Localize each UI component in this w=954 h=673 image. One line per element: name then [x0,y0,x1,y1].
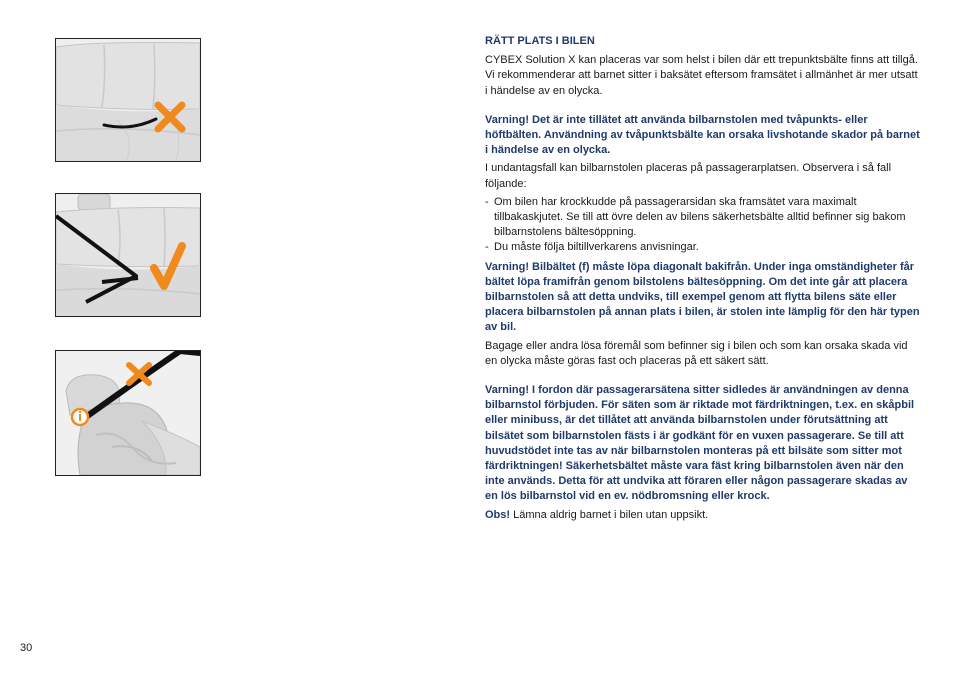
obs-text: Lämna aldrig barnet i bilen utan uppsikt. [510,508,709,521]
text-column [485,34,921,523]
figure-rear-seat-lap-belt [55,38,201,162]
exception-paragraph: I undantagsfall kan bilbarnstolen placeras på passagerarplatsen. Observera i så fall följande: [485,162,892,190]
section-title: RÄTT PLATS I BILEN [485,35,595,47]
list-item: - Du måste följa biltillverkarens anvisningar. [485,240,921,255]
luggage-paragraph: Bagage eller andra lösa föremål som befinner sig i bilen och som kan orsaka skada vid en olycka måste göras fast och placeras på ett säkert sätt. [485,339,908,367]
figure-rear-seat-diagonal-belt [55,193,201,317]
list-item: - Om bilen har krockkudde på passagerarsidan ska framsätet vara maximalt tillbakaskjutet. Se till att övre delen av bilens säkerhetsbälte alltid befinner sig bakom bilbarnstolens bältesöppning. [485,195,921,241]
warning-diagonal-belt: Varning! Bilbältet (f) måste löpa diagonalt bakifrån. Under inga omständigheter får bältet löpa framifrån genom bilstolens bältesöppning. Om det inte går att placera bilbarnstolen så att detta undviks, till exempel genom att flytta bilens säte eller placera bilbarnstolen på annan plats i bilen, är stolen inte lämplig för den här typen av bil. [485,260,920,334]
warning-sideways-seats: Varning! I fordon där passagerarsätena sitter sidledes är användningen av denna bilbarnstol förbjuden. För säten som är riktade mot färdriktningen, t.ex. en skåpbil eller minibuss, är det tillåtet att använda bilbarnstolen under förutsättning att bilsätet som bilbarnstolen fästs i är godkänt för en vuxen passagerare. Se till att huvudstödet inte tas av när bilbarnstolen monteras på ett bilsäte som sitter mot färdriktningen! Säkerhetsbältet måste vara fäst kring bilbarnstolen även när den inte används. Detta för att undvika att föraren eller någon passagerare skadas av en lös bilbarnstol vid en ev. nödbromsning eller krock. [485,384,915,503]
bullet-list [485,195,921,256]
obs-label: Obs! [485,508,511,521]
warning-two-point-belt: Varning! Det är inte tillätet att använda bilbarnstolen med tvåpunkts- eller höftbälten. Användning av tvåpunktsbälte kan orsaka livshotande skador på barnet i händelse av en olycka. [485,113,920,157]
page-number: 30 [20,642,33,654]
intro-paragraph: CYBEX Solution X kan placeras var som helst i bilen där ett trepunktsbälte finns att tillgå. Vi rekommenderar att barnet sitter i baksätet eftersom framsätet i allmänhet är mer utsatt i händelse av en olycka. [485,54,918,97]
info-icon [72,409,88,425]
obs-paragraph [485,508,921,523]
figure-passenger-seat-airbag [55,350,201,476]
